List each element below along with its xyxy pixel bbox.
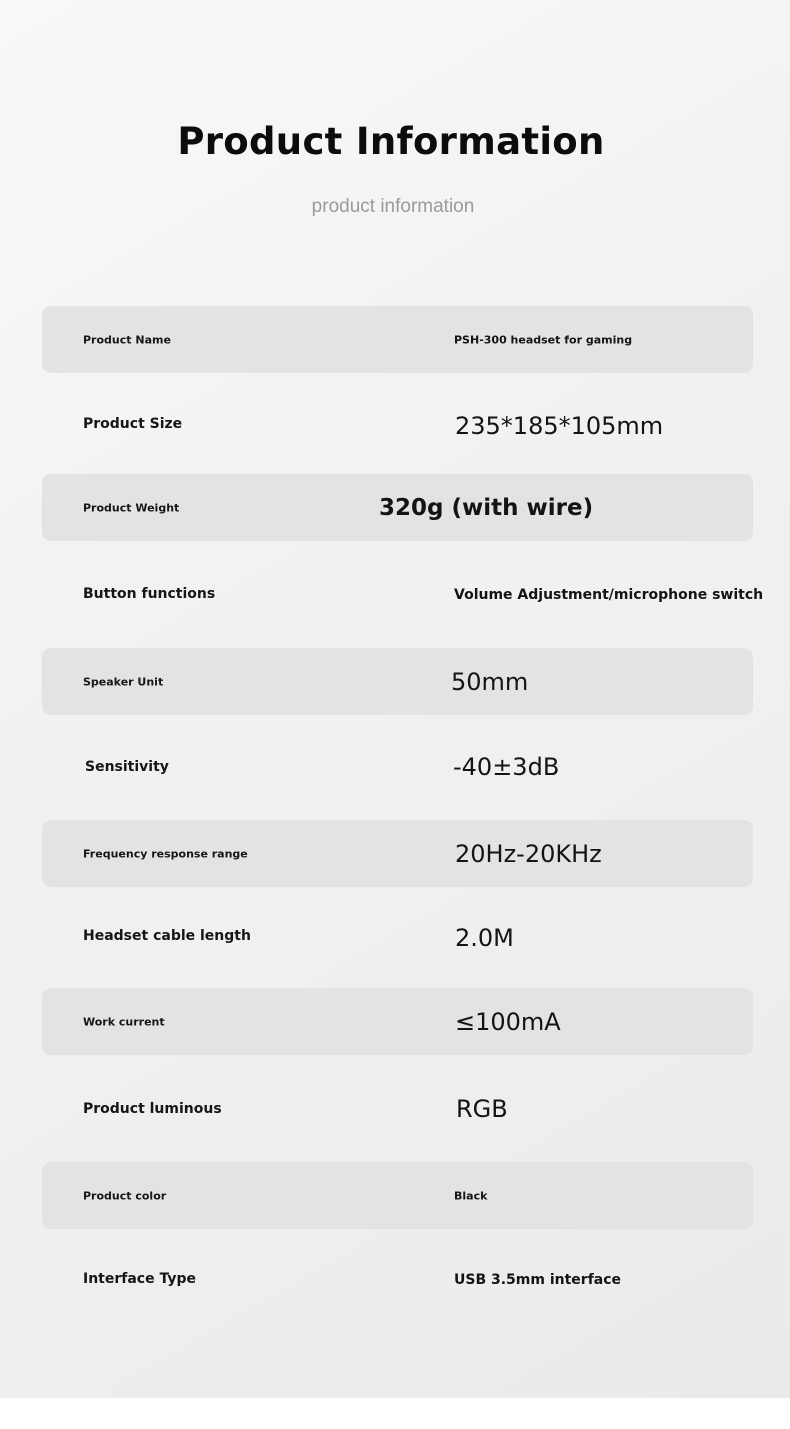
spec-value: 320g (with wire) xyxy=(379,494,594,521)
spec-row-work-current xyxy=(42,988,753,1055)
spec-value: RGB xyxy=(456,1094,508,1123)
spec-row-sensitivity xyxy=(42,733,753,800)
spec-label: Product color xyxy=(83,1189,167,1202)
spec-row-product-weight xyxy=(42,474,753,541)
spec-label: Product luminous xyxy=(83,1100,222,1117)
spec-label: Product Weight xyxy=(83,501,180,514)
spec-row-frequency-response xyxy=(42,820,753,887)
spec-value: PSH-300 headset for gaming xyxy=(454,333,633,346)
spec-row-cable-length xyxy=(42,902,753,969)
spec-label: Speaker Unit xyxy=(83,675,164,688)
spec-value: 50mm xyxy=(451,667,529,696)
spec-value: ≤100mA xyxy=(455,1007,561,1036)
spec-row-product-size xyxy=(42,390,753,457)
spec-label: Headset cable length xyxy=(83,927,251,944)
spec-value: Volume Adjustment/microphone switch xyxy=(454,586,764,603)
spec-label: Work current xyxy=(83,1015,165,1028)
spec-value: 235*185*105mm xyxy=(455,411,664,440)
page-title: Product Information xyxy=(177,120,605,163)
page-subtitle: product information xyxy=(311,196,475,217)
spec-label: Button functions xyxy=(83,585,216,602)
spec-value: -40±3dB xyxy=(453,752,560,781)
spec-value: 20Hz-20KHz xyxy=(455,839,602,868)
spec-row-product-color xyxy=(42,1162,753,1229)
spec-label: Product Size xyxy=(83,415,183,432)
spec-row-interface-type xyxy=(42,1245,753,1312)
spec-row-speaker-unit xyxy=(42,648,753,715)
spec-row-button-functions xyxy=(42,560,764,627)
spec-value: USB 3.5mm interface xyxy=(454,1271,622,1288)
spec-label: Sensitivity xyxy=(85,758,169,775)
spec-row-product-luminous xyxy=(42,1075,753,1142)
spec-label: Product Name xyxy=(83,333,171,346)
spec-value: Black xyxy=(454,1189,488,1202)
spec-label: Interface Type xyxy=(83,1270,197,1287)
spec-label: Frequency response range xyxy=(83,847,248,860)
spec-value: 2.0M xyxy=(455,924,514,953)
spec-row-product-name xyxy=(42,306,753,373)
